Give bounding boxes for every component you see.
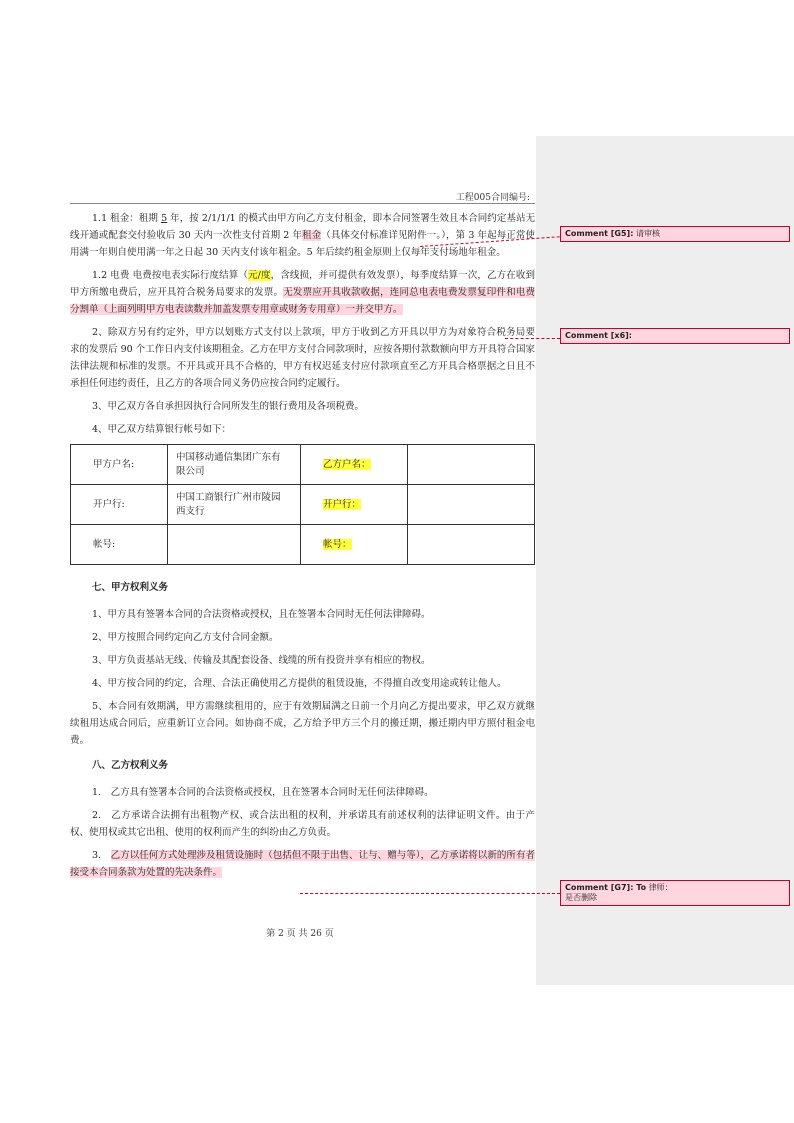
party-a-account-label: 帐号: [71,525,168,565]
paragraph-bank-fees: 3、甲乙双方各自承担因执行合同所发生的银行费用及各项税费。 [92,401,365,412]
party-b-account-value[interactable] [408,525,535,565]
comment-margin-pane [536,136,794,985]
section8-item: 1. 乙方具有签署本合同的合法资格或授权，且在签署本合同时无任何法律障碍。 [92,787,434,798]
comment-text: 请审核 [635,229,660,238]
table-row [71,445,535,485]
section7-item: 5、本合同有效期满，甲方需继续租用的，应于有效期届满之日前一个月向乙方提出要求，甲乙双方就继续租用达成合同后，应重新订立合同。如协商不成，乙方给予甲方三个月的搬迁期，搬迁期内甲方照付租金电费。 [70,701,535,746]
paragraph-rent: 1.1 租金：租期 5 年，按 2/1/1/1 的模式由甲方向乙方支付租金，即本合同签署生效且本合同约定基站无线开通或配套交付验收后 30 天内一次性支付首期 2 年租金（具体交付标准详见附件一。），第 3 年起每正常使用满一年则自使用满一年之日起 30 天内支付该年租金。5 年后续约租金原则上仅每年支付场地年租金。 [70,213,536,258]
comment-connector [300,893,560,894]
section8-title: 八、乙方权利义务 [92,760,169,771]
party-a-bank-label: 开户行: [71,485,168,525]
party-b-bank-value[interactable] [408,485,535,525]
section7-item: 1、甲方具有签署本合同的合法资格或授权，且在签署本合同时无任何法律障碍。 [92,609,431,620]
section8-item: 2. 乙方承诺合法拥有出租物产权、或合法出租的权利，并承诺具有前述权利的法律证明文件。由于产权、使用权或其它出租、使用的权利而产生的纠纷由乙方负责。 [70,810,535,838]
section7-item: 3、甲方负责基站无线、传输及其配套设备、线缆的所有投资并享有相应的物权。 [92,655,431,666]
header-rule [70,203,535,204]
commented-text-disposal[interactable]: 乙方以任何方式处理涉及租赁设施时（包括但不限于出售、让与、赠与等），乙方承诺将以新的所有者接受本合同条款为处置的先决条件。 [70,850,535,878]
bank-account-table [70,444,535,565]
party-b-name-label: 乙方户名： [323,459,371,470]
section7-item: 4、甲方按合同的约定，合理、合法正确使用乙方提供的租赁设施，不得擅自改变用途或转让他人。 [92,678,507,689]
paragraph-electricity: 1.2 电费 电费按电表实际行度结算（元/度，含线损，并可提供有效发票），每季度结算一次，乙方在收到甲方所缴电费后，应开具符合税务局要求的发票。无发票应开具收款收据，连同总电表电费发票复印件和电费分割单（上面列明甲方电表读数并加盖发票专用章或财务专用章）一并交甲方。 [70,270,535,315]
commented-text-rent[interactable]: 租金 [302,230,322,241]
page-footer: 第 2 页 共 26 页 [266,929,334,939]
comment-text: 律师： [648,883,673,892]
comment-balloon-x6[interactable] [560,328,790,344]
comment-balloon-g5[interactable] [560,226,790,242]
comment-connector [505,338,560,339]
comment-tag: Comment [G7]: To [565,883,647,892]
party-a-account-value [168,525,301,565]
document-body [70,210,535,887]
paragraph-payment: 2、除双方另有约定外，甲方以划账方式支付以上款项，甲方于收到乙方开具以甲方为对象符合税务局要求的发票后 90 个工作日内支付该期租金。乙方在甲方支付合同款项时，应按各期付款数额向甲方开具符合国家法律法规和标准的发票。不开具或开具不合格的，甲方有权迟延支付应付款项直至乙方开具合格票据之日且不承担任何违约责任，且乙方的各项合同义务仍应按合同约定履行。 [70,327,535,389]
commented-text-receipt[interactable]: 无发票应开具收款收据，连同总电表电费发票复印件和电费分割单（上面列明甲方电表读数并加盖发票专用章或财务专用章）一并交甲方。 [70,287,535,315]
comment-tag: Comment [G5]: [565,229,634,238]
section7-title: 七、甲方权利义务 [92,582,169,593]
party-a-bank-value: 中国工商银行广州市陵园西支行 [168,485,301,525]
party-b-account-label: 帐号： [323,539,352,550]
contract-number-header: 工程005合同编号: [455,193,530,203]
party-b-bank-label: 开户行： [323,499,362,510]
section7-item: 2、甲方按照合同约定向乙方支付合同金额。 [92,632,279,643]
party-a-name-value: 中国移动通信集团广东有限公司 [168,445,301,485]
paragraph-bank-accounts: 4、甲乙双方结算银行帐号如下： [92,424,232,435]
comment-balloon-g7[interactable] [560,880,790,906]
unit-price-field[interactable]: 元/度 [248,270,271,281]
table-row [71,525,535,565]
table-row [71,485,535,525]
section8-item: 3. 乙方以任何方式处理涉及租赁设施时（包括但不限于出售、让与、赠与等），乙方承诺将以新的所有者接受本合同条款为处置的先决条件。 [70,850,535,878]
comment-text: 是否删除 [565,893,597,902]
party-a-name-label: 甲方户名: [71,445,168,485]
party-b-name-value[interactable] [408,445,535,485]
comment-tag: Comment [x6]: [565,331,633,340]
